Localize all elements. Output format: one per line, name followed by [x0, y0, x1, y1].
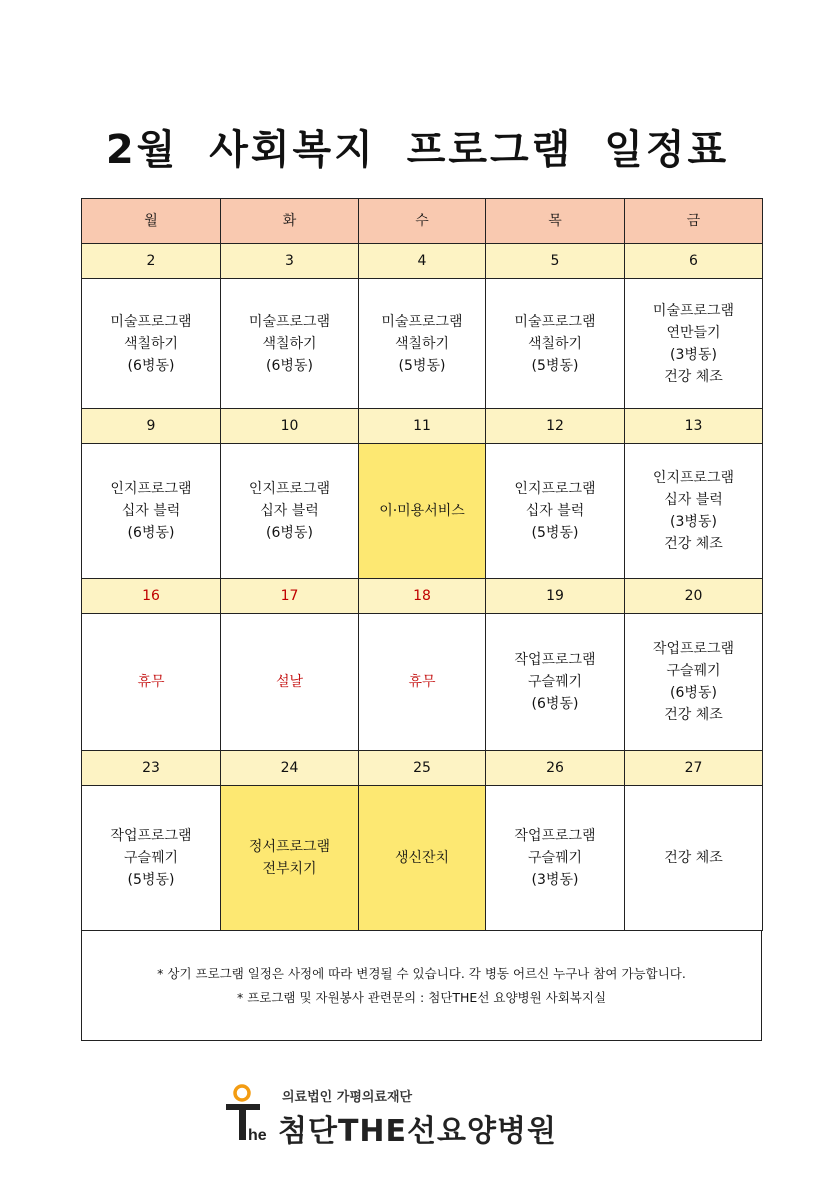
- activity-line: (6병동): [266, 357, 313, 374]
- activity-line: (6병동): [670, 685, 717, 701]
- activity-line: (5병동): [531, 357, 579, 374]
- activity-line: 건강 체조: [664, 368, 723, 385]
- note-line-1: * 상기 프로그램 일정은 사정에 따라 변경될 수 있습니다. 각 병동 어르신 누구나 참여 가능합니다.: [157, 966, 686, 981]
- footer-logo: [220, 1084, 640, 1154]
- activity-line: 미술프로그램: [110, 313, 192, 330]
- activity-line: 작업프로그램: [514, 652, 596, 668]
- activity-line: (6병동): [266, 525, 313, 541]
- activity-cell: [82, 786, 221, 931]
- date-cell: 13: [625, 409, 763, 444]
- activity-line: (3병동): [531, 872, 579, 888]
- page-title: 2월 사회복지 프로그램 일정표: [105, 127, 730, 173]
- activity-line: 건강 체조: [664, 707, 723, 723]
- weekday-tue: 화: [221, 199, 359, 244]
- date-cell: 20: [625, 579, 763, 614]
- activity-line: 색칠하기: [527, 335, 583, 352]
- date-cell: 10: [221, 409, 359, 444]
- activity-line: 작업프로그램: [514, 828, 596, 844]
- activity-line: 설날: [275, 674, 304, 690]
- activity-line: 인지프로그램: [514, 481, 596, 497]
- activity-cell: [625, 444, 763, 579]
- activity-cell: [486, 279, 625, 409]
- date-cell-holiday: 16: [82, 579, 221, 614]
- date-cell: 6: [625, 244, 763, 279]
- activity-line: (6병동): [127, 357, 175, 374]
- activity-line: (3병동): [670, 514, 717, 530]
- activity-line: 휴무: [137, 674, 165, 690]
- activity-line: 미술프로그램: [652, 302, 735, 319]
- activity-line: 구슬꿰기: [527, 674, 583, 690]
- date-row-week2: [82, 409, 763, 444]
- activity-line: 연만들기: [666, 324, 721, 341]
- activity-cell: [221, 279, 359, 409]
- activity-cell: [359, 279, 486, 409]
- date-cell: 11: [359, 409, 486, 444]
- activity-cell-holiday: [82, 614, 221, 751]
- activity-line: (6병동): [127, 525, 175, 541]
- date-cell: 5: [486, 244, 625, 279]
- date-cell: 19: [486, 579, 625, 614]
- notes-box: [81, 930, 762, 1041]
- foundation-name: 의료법인 가평의료재단: [282, 1090, 413, 1105]
- activity-line: (5병동): [398, 357, 446, 374]
- date-row-week3: [82, 579, 763, 614]
- activity-line: 구슬꿰기: [527, 850, 583, 866]
- activity-cell-holiday: [359, 614, 486, 751]
- activity-line: 인지프로그램: [652, 470, 735, 486]
- activity-line: (5병동): [531, 525, 579, 541]
- activity-row-week2: [82, 444, 763, 579]
- weekday-mon: 월: [82, 199, 221, 244]
- activity-line: 색칠하기: [262, 335, 317, 352]
- activity-line: 구슬꿰기: [666, 663, 721, 679]
- activity-line: 전부치기: [262, 861, 317, 877]
- activity-line: 색칠하기: [123, 335, 179, 352]
- activity-line: 인지프로그램: [110, 481, 192, 497]
- activity-line: 미술프로그램: [381, 313, 463, 330]
- activity-cell: [221, 444, 359, 579]
- logo-text: he: [248, 1127, 267, 1144]
- date-cell: 3: [221, 244, 359, 279]
- activity-cell: [82, 279, 221, 409]
- activity-line: 정서프로그램: [248, 839, 331, 855]
- activity-cell-highlight: [221, 786, 359, 931]
- activity-cell: [486, 786, 625, 931]
- date-cell: 25: [359, 751, 486, 786]
- activity-line: 건강 체조: [664, 536, 723, 552]
- activity-row-week1: [82, 279, 763, 409]
- weekday-wed: 수: [359, 199, 486, 244]
- date-row-week4: [82, 751, 763, 786]
- activity-line: 미술프로그램: [248, 313, 331, 330]
- date-cell: 24: [221, 751, 359, 786]
- activity-cell: [625, 279, 763, 409]
- date-cell: 23: [82, 751, 221, 786]
- activity-line: 십자 블럭: [260, 503, 319, 519]
- weekday-fri: 금: [625, 199, 763, 244]
- date-row-week1: [82, 244, 763, 279]
- activity-cell-highlight: [359, 444, 486, 579]
- activity-row-week3: [82, 614, 763, 751]
- activity-line: 작업프로그램: [652, 641, 735, 657]
- activity-line: 십자 블럭: [525, 503, 585, 519]
- activity-line: 생신잔치: [394, 850, 450, 866]
- date-cell-holiday: 17: [221, 579, 359, 614]
- activity-cell-holiday: [221, 614, 359, 751]
- activity-line: 이·미용서비스: [379, 503, 465, 519]
- schedule-table: [81, 198, 763, 931]
- date-cell: 9: [82, 409, 221, 444]
- activity-line: (5병동): [127, 872, 175, 888]
- activity-line: 인지프로그램: [248, 481, 331, 497]
- date-cell: 27: [625, 751, 763, 786]
- note-line-2: * 프로그램 및 자원봉사 관련문의 : 첨단THE선 요양병원 사회복지실: [236, 990, 607, 1005]
- date-cell: 12: [486, 409, 625, 444]
- activity-line: 작업프로그램: [110, 828, 192, 844]
- activity-cell: [486, 444, 625, 579]
- date-cell: 26: [486, 751, 625, 786]
- date-cell-holiday: 18: [359, 579, 486, 614]
- activity-cell: [625, 614, 763, 751]
- date-cell: 4: [359, 244, 486, 279]
- weekday-header-row: [82, 199, 763, 244]
- weekday-thu: 목: [486, 199, 625, 244]
- activity-cell: [625, 786, 763, 931]
- activity-line: 휴무: [408, 674, 436, 690]
- activity-cell: [82, 444, 221, 579]
- activity-line: 구슬꿰기: [123, 850, 179, 866]
- date-cell: 2: [82, 244, 221, 279]
- activity-line: 십자 블럭: [121, 503, 181, 519]
- activity-line: (6병동): [531, 696, 579, 712]
- activity-line: 미술프로그램: [514, 313, 596, 330]
- activity-line: 십자 블럭: [664, 492, 723, 508]
- activity-row-week4: [82, 786, 763, 931]
- activity-cell-highlight: [359, 786, 486, 931]
- activity-cell: [486, 614, 625, 751]
- activity-line: 색칠하기: [394, 335, 450, 352]
- activity-line: 건강 체조: [664, 850, 723, 866]
- hospital-name: 첨단THE선요양병원: [278, 1114, 557, 1149]
- activity-line: (3병동): [670, 346, 717, 363]
